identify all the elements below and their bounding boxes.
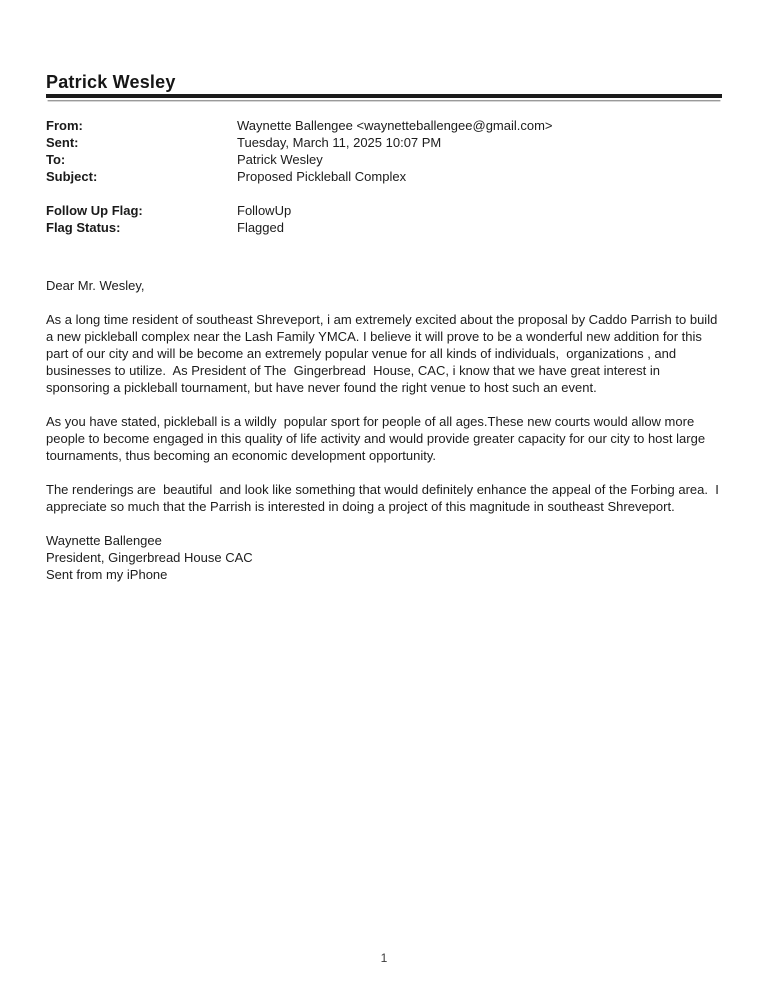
- page-footer: [0, 951, 768, 965]
- recipient-name-heading: Patrick Wesley: [46, 72, 176, 92]
- body-paragraph-2: As you have stated, pickleball is a wildly popular sport for people of all ages.These new courts would allow more people to become engaged in this quality of life activity and would provide greater capacity for our city to host large tournaments, thus becoming an economic development opportunity.: [46, 414, 709, 463]
- to-value: Patrick Wesley: [237, 152, 323, 167]
- body-paragraph-3: The renderings are beautiful and look like something that would definitely enhance the appeal of the Forbing area. I appreciate so much that the Parrish is interested in doing a project of this magnitude in southeast Shreveport.: [46, 482, 723, 514]
- signature-sent-from: Sent from my iPhone: [46, 567, 168, 582]
- signature-name: Waynette Ballengee: [46, 533, 162, 548]
- subject-label: Subject:: [46, 169, 98, 184]
- sent-label: Sent:: [46, 135, 79, 150]
- meta-row-to: [46, 151, 722, 168]
- sent-value: Tuesday, March 11, 2025 10:07 PM: [237, 135, 442, 150]
- salutation: Dear Mr. Wesley,: [46, 278, 145, 293]
- to-label: To:: [46, 152, 66, 167]
- flag-status-value: Flagged: [237, 220, 284, 235]
- email-meta-block: [46, 117, 722, 185]
- print-header: [46, 0, 722, 100]
- meta-row-followup-flag: [46, 202, 722, 219]
- body-paragraph-1: As a long time resident of southeast Shreveport, i am extremely excited about the proposal by Caddo Parrish to build a new pickleball complex near the Lash Family YMCA. I believe it will prove to be a wonderful new addition for this part of our city and will be become an extremely popular venue for all kinds of individuals, organizations , and businesses to utilize. As President of The Gingerbread House, CAC, i know that we have great interest in sponsoring a pickleball tournament, but have never found the right venue to host such an event.: [46, 312, 721, 395]
- from-value: Waynette Ballengee <waynetteballengee@gmail.com>: [237, 118, 553, 133]
- followup-flag-value: FollowUp: [237, 203, 292, 218]
- from-label: From:: [46, 118, 83, 133]
- followup-flag-label: Follow Up Flag:: [46, 203, 143, 218]
- signature-title: President, Gingerbread House CAC: [46, 550, 253, 565]
- meta-row-flag-status: [46, 219, 722, 236]
- signature-block: [46, 532, 722, 583]
- meta-row-from: [46, 117, 722, 134]
- email-body: [46, 277, 722, 583]
- flag-status-label: Flag Status:: [46, 220, 121, 235]
- subject-value: Proposed Pickleball Complex: [237, 169, 407, 184]
- meta-row-subject: [46, 168, 722, 185]
- page-number: 1: [380, 951, 388, 965]
- header-divider-rule: [46, 94, 722, 100]
- page-content: [46, 0, 722, 583]
- meta-row-sent: [46, 134, 722, 151]
- flag-meta-block: [46, 202, 722, 236]
